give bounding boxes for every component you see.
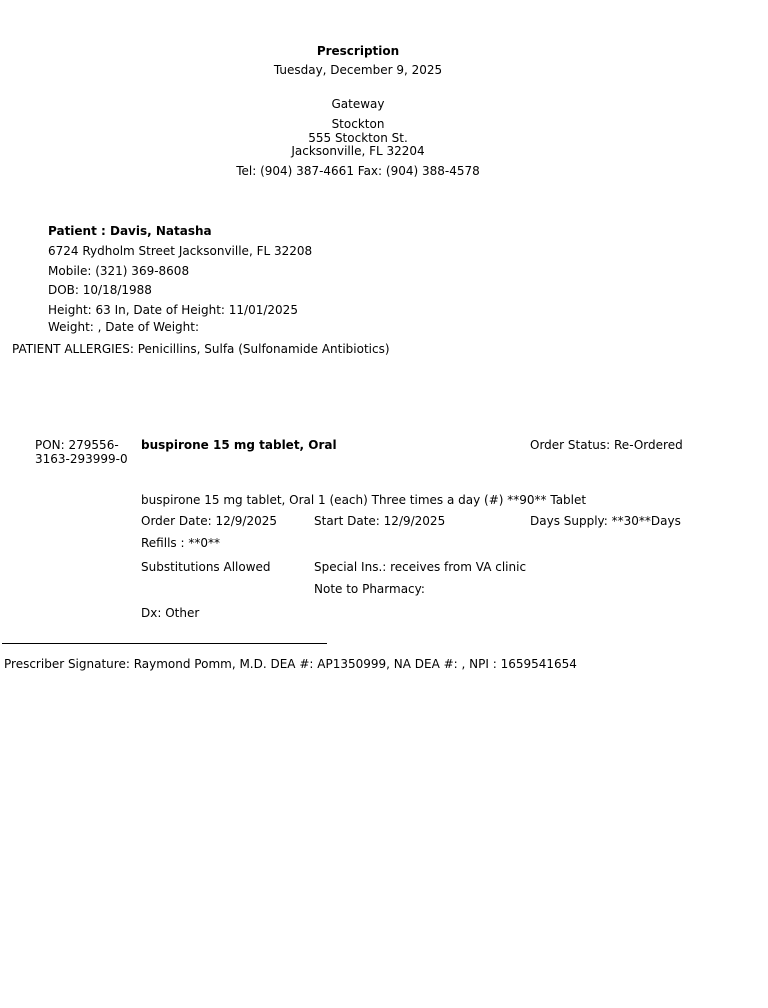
document-date: Tuesday, December 9, 2025 <box>273 63 443 77</box>
patient-name: Patient : Davis, Natasha <box>48 224 212 238</box>
signature-line <box>2 643 327 644</box>
document-title: Prescription <box>316 44 400 58</box>
address-line-2: Jacksonville, FL 32204 <box>291 144 425 158</box>
patient-weight: Weight: , Date of Weight: <box>48 320 200 334</box>
substitutions: Substitutions Allowed <box>141 560 271 574</box>
refills: Refills : **0** <box>141 536 220 550</box>
patient-height: Height: 63 In, Date of Height: 11/01/2025 <box>48 303 298 317</box>
start-date: Start Date: 12/9/2025 <box>314 514 446 528</box>
patient-allergies: PATIENT ALLERGIES: Penicillins, Sulfa (Sulfonamide Antibiotics) <box>12 342 390 356</box>
patient-address: 6724 Rydholm Street Jacksonville, FL 32208 <box>48 244 313 258</box>
order-pon: PON: 279556-3163-293999-0 <box>35 438 128 466</box>
organization-name: Gateway <box>331 97 385 111</box>
patient-mobile: Mobile: (321) 369-8608 <box>48 264 190 278</box>
drug-title: buspirone 15 mg tablet, Oral <box>141 438 337 452</box>
location-name: Stockton <box>331 117 385 131</box>
prescriber-signature: Prescriber Signature: Raymond Pomm, M.D. DEA #: AP1350999, NA DEA #: , NPI : 1659541654 <box>4 657 577 671</box>
order-date: Order Date: 12/9/2025 <box>141 514 277 528</box>
special-instructions: Special Ins.: receives from VA clinic <box>314 560 527 574</box>
phone-fax: Tel: (904) 387-4661 Fax: (904) 388-4578 <box>236 164 480 178</box>
order-status: Order Status: Re-Ordered <box>530 438 683 452</box>
diagnosis: Dx: Other <box>141 606 200 620</box>
note-to-pharmacy: Note to Pharmacy: <box>314 582 425 596</box>
sig-text: buspirone 15 mg tablet, Oral 1 (each) Three times a day (#) **90** Tablet <box>141 493 587 507</box>
patient-dob: DOB: 10/18/1988 <box>48 283 152 297</box>
days-supply: Days Supply: **30**Days <box>530 514 681 528</box>
address-line-1: 555 Stockton St. <box>308 131 408 145</box>
